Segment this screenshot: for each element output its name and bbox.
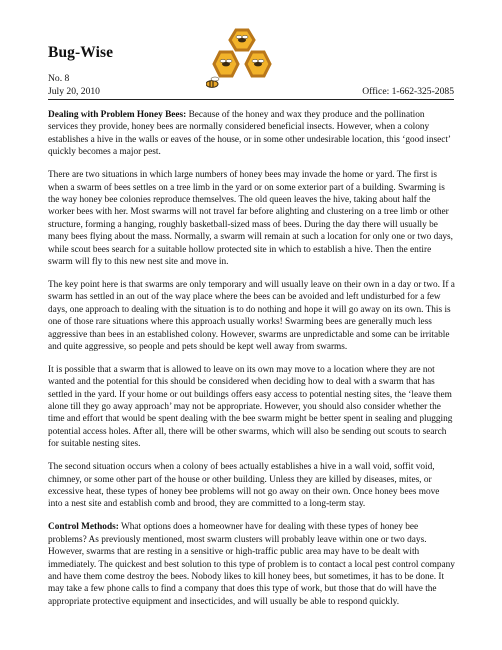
issue-date: July 20, 2010	[48, 86, 100, 97]
paragraph-text: The second situation occurs when a colony of bees actually establishes a hive in a wall void, soffit void, chimney, or some other part of the house or other building. Unless they are killed by diseases, mites, or excessive heat, these types of honey bee problems will not go away on their own. Once honey bees move into a nest site and establish comb and brood, they are committed to a long-term stay.	[48, 462, 440, 510]
section-heading: Control Methods:	[48, 522, 119, 533]
paragraph-text: The key point here is that swarms are only temporary and will usually leave on their own in a day or two. If a swarm has settled in an out of the way place where the bees can be avoided and left undisturbed for a few days, one approach to dealing with the situation is to do nothing and hope it will go away on its own. This is one of those rare situations where this approach usually works! Swarming bees are generally much less aggressive than bees in an established colony. However, swarms are unpredictable and some can be irritable and quite aggressive, so people and pets should be kept well away from swarms.	[48, 279, 455, 352]
article-paragraph	[48, 521, 456, 608]
paragraph-text: What options does a homeowner have for dealing with these types of honey bee problems? As previously mentioned, most swarm clusters will probably leave within one or two days. However, swarms that are resting in a sensitive or high-traffic public area may have to be dealt with immediately. The quickest and best solution to this type of problem is to contact a local pest control company and have them come destroy the bees. Nobody likes to kill honey bees, but sometimes, it has to be done. It may take a few phone calls to find a company that does this type of work, but those that do will have the appropriate protective equipment and insecticides, and will usually be able to respond quickly.	[48, 522, 455, 607]
issue-info	[48, 72, 100, 98]
article-paragraph	[48, 109, 456, 159]
newsletter-title: Bug-Wise	[48, 44, 114, 61]
honeycomb-bee-logo-icon	[206, 28, 288, 94]
section-heading: Dealing with Problem Honey Bees:	[48, 110, 187, 120]
article-paragraph	[48, 461, 456, 511]
office-phone: Office: 1-662-325-2085	[362, 86, 454, 97]
article-paragraph	[48, 364, 456, 451]
article-body	[48, 109, 456, 619]
article-paragraph	[48, 279, 456, 353]
header-divider	[48, 99, 454, 100]
paragraph-text: Because of the honey and wax they produce and the pollination services they provide, honey bees are normally considered beneficial insects. However, when a colony establishes a hive in the walls or eaves of the house, or in some other undesirable location, this ‘good insect’ quickly becomes a major pest.	[48, 110, 451, 158]
issue-number: No. 8	[48, 73, 70, 84]
paragraph-text: It is possible that a swarm that is allowed to leave on its own may move to a location where they are not wanted and the potential for this should be considered when deciding how to deal with a swarm that has settled in the yard. If your home or out buildings offers easy access to potential nesting sites, the ‘leave them alone till they go away approach’ may not be appropriate. However, you should also consider whether the time and effort that would be spent dealing with the bee swarm might be better spent in sealing and plugging potential access holes. After all, there will be other swarms, which will also be sending out scouts to search for suitable nesting sites.	[48, 364, 453, 450]
article-paragraph	[48, 169, 456, 268]
paragraph-text: There are two situations in which large numbers of honey bees may invade the home or yard. The first is when a swarm of bees settles on a tree limb in the yard or on some exterior part of a building. Swarming is the way honey bee colonies reproduce themselves. The old queen leaves the hive, taking about half the worker bees with her. Most swarms will not travel far before alighting and clustering on a tree limb or other structure, forming a hanging, roughly basketball-sized mass of bees. During the day there will usually be many bees flying about the mass. Normally, a swarm will remain at such a location for only one or two days, while scout bees search for a suitable hollow protected site in which to establish a hive. Then the entire swarm will fly to this new nest site and move in.	[48, 170, 454, 267]
flying-bee-icon	[206, 77, 219, 87]
